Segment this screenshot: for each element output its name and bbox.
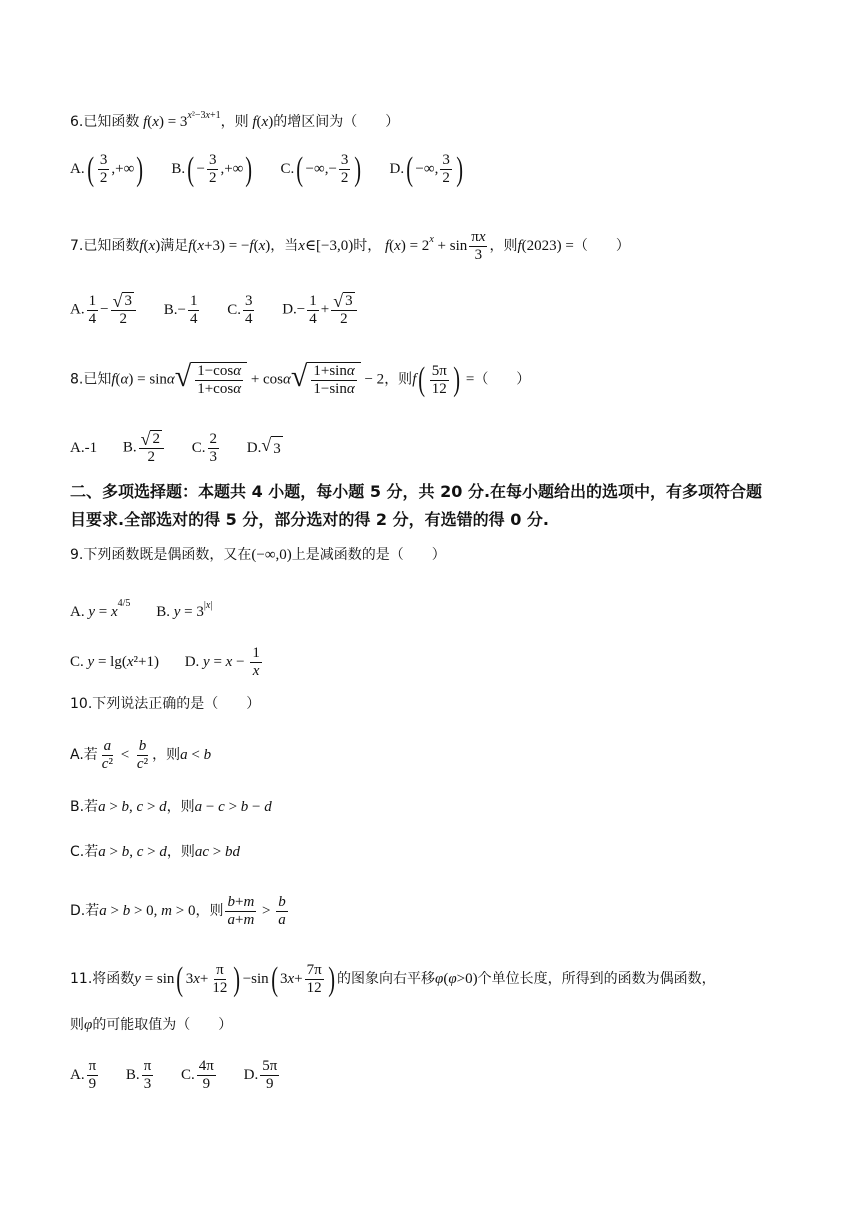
q11-option-a[interactable]: A. $\frac{\pi}{9}$ (70, 1058, 97, 1093)
question-11-options (70, 1058, 303, 1094)
q8-option-d[interactable]: D. √ 3 (247, 436, 283, 461)
q8-option-c[interactable]: C. $\frac{2}{3}$ (191, 430, 217, 465)
q10-option-d[interactable]: D.若a > b > 0, m > 0，则 $\frac{b+m}{a+m}$ > $\frac{b}{a}$ (70, 894, 286, 929)
q11-option-c[interactable]: C. $\frac{4\pi}{9}$ (181, 1058, 214, 1093)
section-2-line-1: 二、多项选择题：本题共 4 小题，每小题 5 分，共 20 分.在每小题给出的选项中，有多项符合题 (70, 482, 763, 501)
question-8-stem: 8.已知f(α) = sinα √ $\frac{1-\cos\alpha}{1+\cos\alpha}$ + cosα √ $\frac{1+\sin\alpha}{1-\sin\alpha}$ − 2，则f( $\frac{5\pi}{12}$ ) =（ ） (70, 360, 531, 399)
q7-option-a[interactable]: A. $\frac{1}{4}$ − √ 3 2 (70, 292, 138, 329)
q9-option-c[interactable]: C. y = lg(x²+1) (70, 654, 159, 671)
q10-option-a[interactable]: A.若 $\frac{a}{\text{c²}}$ < $\frac{b}{\text{c²}}$ ，则a < b (70, 738, 212, 773)
question-9-options-ab (70, 592, 234, 624)
q6-middle: ，则 (220, 114, 249, 130)
q10-option-b[interactable]: B.若a > b, c > d，则a − c > b − d (70, 799, 272, 815)
q6-option-b[interactable]: B.( − $\frac{3}{2}$ ,+∞) (171, 150, 253, 188)
question-9-stem: 9.下列函数既是偶函数，又在(−∞,0)上是减函数的是（ ） (70, 547, 446, 563)
question-11-stem-line2: 则φ的可能取值为（ ） (70, 1017, 233, 1033)
question-11-stem: 11.将函数y = sin( 3x+ $\frac{\pi}{12}$ ) −sin( 3x+ $\frac{7\pi}{12}$ ) 的图象向右平移φ(φ>0)个单位长度，所得到的函数为偶函数， (70, 960, 716, 998)
question-6-stem: 6.已知函数 $f(x) = 3^{x^2-3x+1}$，则 f(x)的增区间为（ ） (70, 110, 400, 130)
section-2-line-2: 目要求.全部选对的得 5 分，部分选对的得 2 分，有选错的得 0 分. (70, 510, 549, 529)
q7-option-d[interactable]: D.− $\frac{1}{4}$ + √ 3 2 (282, 292, 358, 329)
question-10-stem: 10.下列说法正确的是（ ） (70, 696, 261, 712)
q6-option-d[interactable]: D.( −∞, $\frac{3}{2}$ ) (389, 150, 463, 188)
question-7-stem: 7.已知函数f(x)满足f(x+3) = −f(x)，当x∈[−3,0)时， $f(x) = 2^x + \sin$ $\frac{\pi x}{3}$ ，则f(2023) =（ ） (70, 228, 630, 264)
q8-option-b[interactable]: B. √ 2 2 (123, 430, 166, 467)
q7-option-b[interactable]: B.− $\frac{1}{4}$ (163, 292, 198, 327)
q9-option-a[interactable]: A. $y = x^{4/5}$ (70, 598, 131, 620)
q6-option-c[interactable]: C.( −∞,− $\frac{3}{2}$ ) (280, 150, 362, 188)
question-6-options (70, 152, 487, 188)
q11-option-b[interactable]: B. $\frac{\pi}{3}$ (125, 1058, 152, 1093)
q6-suffix: 的增区间为（ ） (273, 114, 400, 130)
q11-option-d[interactable]: D. $\frac{5\pi}{9}$ (243, 1058, 278, 1093)
q10-option-c[interactable]: C.若a > b, c > d，则ac > bd (70, 844, 240, 860)
question-9-options-cd (70, 645, 286, 681)
q9-option-d[interactable]: D. y = x − $\frac{1}{x}$ (184, 645, 260, 680)
question-8-options (70, 430, 305, 467)
section-2-heading (70, 478, 800, 534)
q9-option-b[interactable]: B. $y = 3^{|x|}$ (156, 600, 213, 620)
q6-option-a[interactable]: A.( $\frac{3}{2}$ ,+∞) (70, 150, 144, 188)
q7-option-c[interactable]: C. $\frac{3}{4}$ (227, 292, 253, 327)
question-7-options (70, 292, 381, 329)
q6-prefix: 6.已知函数 (70, 114, 140, 130)
q8-option-a[interactable]: A.-1 (70, 439, 98, 456)
